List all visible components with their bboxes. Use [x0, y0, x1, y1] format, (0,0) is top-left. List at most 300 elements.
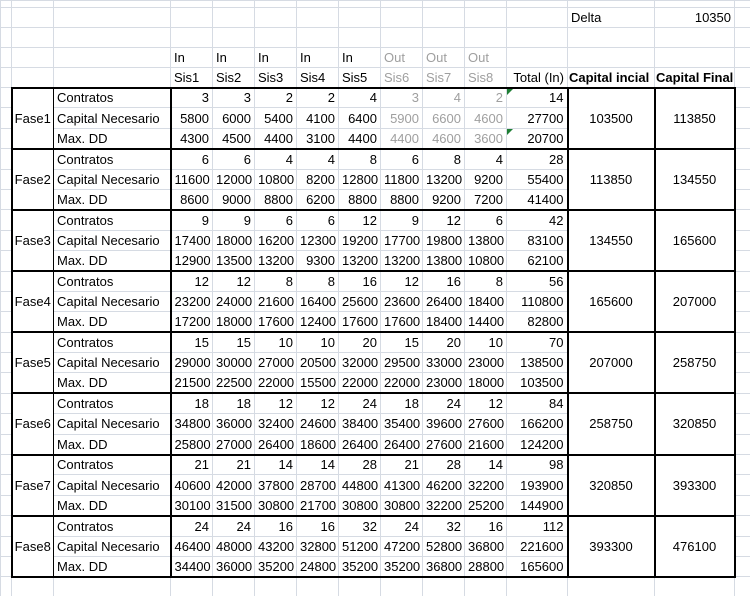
- capital-inicial-cell[interactable]: 165600: [568, 271, 655, 332]
- grid-cell: [507, 48, 568, 68]
- value-cell[interactable]: 24: [171, 516, 213, 536]
- grid-cell: [507, 28, 568, 48]
- capital-initial-header[interactable]: Capital incial: [568, 68, 655, 88]
- capital-final-cell[interactable]: 393300: [655, 455, 735, 516]
- value-cell[interactable]: 12900: [171, 251, 213, 271]
- value-cell[interactable]: 10800: [465, 251, 507, 271]
- value-cell[interactable]: 8: [255, 271, 297, 291]
- value-cell[interactable]: 18: [171, 393, 213, 413]
- total-cell[interactable]: 14: [507, 88, 568, 108]
- grid-cell: [1, 414, 12, 434]
- capital-final-cell[interactable]: 258750: [655, 332, 735, 393]
- value-cell[interactable]: 14: [255, 455, 297, 475]
- grid-cell: [735, 414, 750, 434]
- value-cell[interactable]: 18: [213, 393, 255, 413]
- value-cell[interactable]: 6600: [423, 108, 465, 128]
- value-cell[interactable]: 21600: [465, 434, 507, 454]
- row-label[interactable]: Max. DD: [54, 434, 171, 454]
- delta-value-cell[interactable]: 10350: [655, 8, 735, 28]
- value-cell[interactable]: 27600: [465, 414, 507, 434]
- value-cell[interactable]: 12: [171, 271, 213, 291]
- value-cell[interactable]: 3: [213, 88, 255, 108]
- value-cell[interactable]: 23200: [171, 291, 213, 311]
- value-cell[interactable]: 16: [339, 271, 381, 291]
- system-header[interactable]: Sis5: [339, 68, 381, 88]
- capital-inicial-cell[interactable]: 393300: [568, 516, 655, 577]
- total-cell[interactable]: 82800: [507, 312, 568, 332]
- row-label[interactable]: Max. DD: [54, 373, 171, 393]
- value-cell[interactable]: 22500: [213, 373, 255, 393]
- grid-cell: [297, 577, 339, 596]
- total-cell[interactable]: 138500: [507, 353, 568, 373]
- value-cell[interactable]: 8800: [339, 189, 381, 209]
- row-label[interactable]: Contratos: [54, 88, 171, 108]
- value-cell[interactable]: 18000: [465, 373, 507, 393]
- value-cell[interactable]: 33000: [423, 353, 465, 373]
- value-cell[interactable]: 16: [255, 516, 297, 536]
- value-cell[interactable]: 12: [255, 393, 297, 413]
- value-cell[interactable]: 10: [255, 332, 297, 352]
- total-cell[interactable]: 42: [507, 210, 568, 230]
- value-cell[interactable]: 51200: [339, 536, 381, 556]
- total-cell[interactable]: 62100: [507, 251, 568, 271]
- value-cell[interactable]: 42000: [213, 475, 255, 495]
- value-cell[interactable]: 8: [423, 149, 465, 169]
- grid-cell: [297, 28, 339, 48]
- row-label[interactable]: Contratos: [54, 149, 171, 169]
- value-cell[interactable]: 36800: [465, 536, 507, 556]
- total-cell[interactable]: 70: [507, 332, 568, 352]
- value-cell[interactable]: 34800: [171, 414, 213, 434]
- value-cell[interactable]: 26400: [423, 291, 465, 311]
- direction-header[interactable]: In: [171, 48, 213, 68]
- value-cell[interactable]: 18000: [213, 230, 255, 250]
- row-label[interactable]: Contratos: [54, 332, 171, 352]
- value-cell[interactable]: 24: [423, 393, 465, 413]
- value-cell[interactable]: 18000: [213, 312, 255, 332]
- total-cell[interactable]: 98: [507, 455, 568, 475]
- value-cell[interactable]: 14: [465, 455, 507, 475]
- fase-label[interactable]: Fase6: [12, 393, 54, 454]
- row-label[interactable]: Max. DD: [54, 251, 171, 271]
- grid-cell: [1, 8, 12, 28]
- total-cell[interactable]: 165600: [507, 556, 568, 576]
- value-cell[interactable]: 21: [171, 455, 213, 475]
- value-cell[interactable]: 23600: [381, 291, 423, 311]
- fase-label[interactable]: Fase4: [12, 271, 54, 332]
- value-cell[interactable]: 29500: [381, 353, 423, 373]
- value-cell[interactable]: 16200: [255, 230, 297, 250]
- row-label[interactable]: Capital Necesario: [54, 414, 171, 434]
- value-cell[interactable]: 16: [423, 271, 465, 291]
- value-cell[interactable]: 44800: [339, 475, 381, 495]
- value-cell[interactable]: 24600: [297, 414, 339, 434]
- value-cell[interactable]: 9200: [465, 169, 507, 189]
- value-cell[interactable]: 15: [213, 332, 255, 352]
- value-cell[interactable]: 18600: [297, 434, 339, 454]
- capital-inicial-cell[interactable]: 258750: [568, 393, 655, 454]
- value-cell[interactable]: 27600: [423, 434, 465, 454]
- value-cell[interactable]: 21600: [255, 291, 297, 311]
- grid-cell: [735, 189, 750, 209]
- value-cell[interactable]: 21700: [297, 495, 339, 515]
- total-cell[interactable]: 20700: [507, 128, 568, 148]
- value-cell[interactable]: 28800: [465, 556, 507, 576]
- value-cell[interactable]: 32: [339, 516, 381, 536]
- value-cell[interactable]: 24: [339, 393, 381, 413]
- value-cell[interactable]: 18: [381, 393, 423, 413]
- fase-label[interactable]: Fase5: [12, 332, 54, 393]
- value-cell[interactable]: 19800: [423, 230, 465, 250]
- capital-final-header[interactable]: Capital Final: [655, 68, 735, 88]
- row-label[interactable]: Capital Necesario: [54, 475, 171, 495]
- value-cell[interactable]: 36000: [213, 556, 255, 576]
- value-cell[interactable]: 20: [339, 332, 381, 352]
- direction-header[interactable]: In: [255, 48, 297, 68]
- value-cell[interactable]: 11800: [381, 169, 423, 189]
- value-cell[interactable]: 13200: [255, 251, 297, 271]
- fase-label[interactable]: Fase8: [12, 516, 54, 577]
- grid-cell: [54, 68, 171, 88]
- total-cell[interactable]: 56: [507, 271, 568, 291]
- value-cell[interactable]: 43200: [255, 536, 297, 556]
- value-cell[interactable]: 32800: [297, 536, 339, 556]
- value-cell[interactable]: 35400: [381, 414, 423, 434]
- value-cell[interactable]: 23000: [465, 353, 507, 373]
- value-cell[interactable]: 16: [465, 516, 507, 536]
- total-cell[interactable]: 84: [507, 393, 568, 413]
- capital-inicial-cell[interactable]: 134550: [568, 210, 655, 271]
- row-label[interactable]: Capital Necesario: [54, 169, 171, 189]
- value-cell[interactable]: 6: [213, 149, 255, 169]
- value-cell[interactable]: 4: [339, 88, 381, 108]
- fase-label[interactable]: Fase1: [12, 88, 54, 149]
- value-cell[interactable]: 36000: [213, 414, 255, 434]
- value-cell[interactable]: 14400: [465, 312, 507, 332]
- value-cell[interactable]: 4: [465, 149, 507, 169]
- grid-row: [1, 28, 750, 48]
- row-label[interactable]: Contratos: [54, 516, 171, 536]
- value-cell[interactable]: 22000: [381, 373, 423, 393]
- value-cell[interactable]: 19200: [339, 230, 381, 250]
- value-cell[interactable]: 12000: [213, 169, 255, 189]
- value-cell[interactable]: 6000: [213, 108, 255, 128]
- value-cell[interactable]: 25800: [171, 434, 213, 454]
- value-cell[interactable]: 26400: [339, 434, 381, 454]
- capital-inicial-cell[interactable]: 103500: [568, 88, 655, 149]
- value-cell[interactable]: 12: [423, 210, 465, 230]
- value-cell[interactable]: 15500: [297, 373, 339, 393]
- value-cell[interactable]: 4: [297, 149, 339, 169]
- capital-final-cell[interactable]: 476100: [655, 516, 735, 577]
- value-cell[interactable]: 8800: [255, 189, 297, 209]
- value-cell[interactable]: 4600: [465, 108, 507, 128]
- value-cell[interactable]: 9: [381, 210, 423, 230]
- system-header[interactable]: Sis8: [465, 68, 507, 88]
- value-cell[interactable]: 46400: [171, 536, 213, 556]
- value-cell[interactable]: 24: [381, 516, 423, 536]
- value-cell[interactable]: 30800: [255, 495, 297, 515]
- value-cell[interactable]: 20: [423, 332, 465, 352]
- value-cell[interactable]: 17600: [381, 312, 423, 332]
- value-cell[interactable]: 24800: [297, 556, 339, 576]
- direction-header[interactable]: In: [297, 48, 339, 68]
- value-cell[interactable]: 9000: [213, 189, 255, 209]
- value-cell[interactable]: 8800: [381, 189, 423, 209]
- value-cell[interactable]: 17600: [255, 312, 297, 332]
- value-cell[interactable]: 6: [297, 210, 339, 230]
- value-cell[interactable]: 31500: [213, 495, 255, 515]
- value-cell[interactable]: 11600: [171, 169, 213, 189]
- value-cell[interactable]: 5900: [381, 108, 423, 128]
- value-cell[interactable]: 12: [381, 271, 423, 291]
- value-cell[interactable]: 4: [423, 88, 465, 108]
- system-header[interactable]: Sis3: [255, 68, 297, 88]
- capital-final-cell[interactable]: 134550: [655, 149, 735, 210]
- value-cell[interactable]: 17200: [171, 312, 213, 332]
- value-cell[interactable]: 5800: [171, 108, 213, 128]
- value-cell[interactable]: 22000: [255, 373, 297, 393]
- value-cell[interactable]: 36800: [423, 556, 465, 576]
- value-cell[interactable]: 30800: [381, 495, 423, 515]
- fase-label[interactable]: Fase7: [12, 455, 54, 516]
- total-cell[interactable]: 112: [507, 516, 568, 536]
- value-cell[interactable]: 2: [255, 88, 297, 108]
- value-cell[interactable]: 10: [465, 332, 507, 352]
- value-cell[interactable]: 7200: [465, 189, 507, 209]
- value-cell[interactable]: 9200: [423, 189, 465, 209]
- value-cell[interactable]: 4400: [339, 128, 381, 148]
- value-cell[interactable]: 24000: [213, 291, 255, 311]
- value-cell[interactable]: 13200: [339, 251, 381, 271]
- value-cell[interactable]: 12: [465, 393, 507, 413]
- value-cell[interactable]: 8: [465, 271, 507, 291]
- total-cell[interactable]: 83100: [507, 230, 568, 250]
- capital-inicial-cell[interactable]: 113850: [568, 149, 655, 210]
- value-cell[interactable]: 6: [465, 210, 507, 230]
- value-cell[interactable]: 35200: [255, 556, 297, 576]
- value-cell[interactable]: 13200: [423, 169, 465, 189]
- fase-row: [1, 271, 750, 291]
- value-cell[interactable]: 32000: [339, 353, 381, 373]
- grid-cell: [1, 577, 12, 596]
- total-cell[interactable]: 28: [507, 149, 568, 169]
- row-label[interactable]: Max. DD: [54, 495, 171, 515]
- row-label[interactable]: Capital Necesario: [54, 230, 171, 250]
- system-header[interactable]: Sis7: [423, 68, 465, 88]
- direction-header[interactable]: In: [339, 48, 381, 68]
- row-label[interactable]: Max. DD: [54, 556, 171, 576]
- value-cell[interactable]: 4600: [423, 128, 465, 148]
- value-cell[interactable]: 3600: [465, 128, 507, 148]
- system-header[interactable]: Sis1: [171, 68, 213, 88]
- value-cell[interactable]: 21500: [171, 373, 213, 393]
- value-cell[interactable]: 30100: [171, 495, 213, 515]
- value-cell[interactable]: 9: [171, 210, 213, 230]
- direction-header[interactable]: Out: [465, 48, 507, 68]
- row-label[interactable]: Contratos: [54, 455, 171, 475]
- value-cell[interactable]: 22000: [339, 373, 381, 393]
- value-cell[interactable]: 27000: [255, 353, 297, 373]
- value-cell[interactable]: 37800: [255, 475, 297, 495]
- value-cell[interactable]: 2: [297, 88, 339, 108]
- value-cell[interactable]: 9300: [297, 251, 339, 271]
- capital-final-cell[interactable]: 207000: [655, 271, 735, 332]
- value-cell[interactable]: 46200: [423, 475, 465, 495]
- value-cell[interactable]: 2: [465, 88, 507, 108]
- grid-cell: [12, 1, 54, 8]
- capital-inicial-cell[interactable]: 320850: [568, 455, 655, 516]
- total-cell[interactable]: 144900: [507, 495, 568, 515]
- value-cell[interactable]: 12800: [339, 169, 381, 189]
- direction-header[interactable]: In: [213, 48, 255, 68]
- value-cell[interactable]: 6: [381, 149, 423, 169]
- value-cell[interactable]: 9: [213, 210, 255, 230]
- capital-final-cell[interactable]: 165600: [655, 210, 735, 271]
- value-cell[interactable]: 8: [297, 271, 339, 291]
- value-cell[interactable]: 38400: [339, 414, 381, 434]
- value-cell[interactable]: 6400: [339, 108, 381, 128]
- value-cell[interactable]: 13800: [465, 230, 507, 250]
- row-label[interactable]: Contratos: [54, 210, 171, 230]
- value-cell[interactable]: 12: [213, 271, 255, 291]
- direction-header[interactable]: Out: [423, 48, 465, 68]
- value-cell[interactable]: 24: [213, 516, 255, 536]
- total-cell[interactable]: 27700: [507, 108, 568, 128]
- value-cell[interactable]: 28: [339, 455, 381, 475]
- fase-label[interactable]: Fase2: [12, 149, 54, 210]
- total-cell[interactable]: 221600: [507, 536, 568, 556]
- value-cell[interactable]: 26400: [381, 434, 423, 454]
- total-cell[interactable]: 110800: [507, 291, 568, 311]
- value-cell[interactable]: 28700: [297, 475, 339, 495]
- value-cell[interactable]: 15: [381, 332, 423, 352]
- value-cell[interactable]: 4400: [381, 128, 423, 148]
- value-cell[interactable]: 3: [381, 88, 423, 108]
- value-cell[interactable]: 13500: [213, 251, 255, 271]
- value-cell[interactable]: 18400: [465, 291, 507, 311]
- total-cell[interactable]: 55400: [507, 169, 568, 189]
- value-cell[interactable]: 32400: [255, 414, 297, 434]
- value-cell[interactable]: 4400: [255, 128, 297, 148]
- value-cell[interactable]: 39600: [423, 414, 465, 434]
- value-cell[interactable]: 16: [297, 516, 339, 536]
- value-cell[interactable]: 28: [423, 455, 465, 475]
- row-label[interactable]: Capital Necesario: [54, 353, 171, 373]
- value-cell[interactable]: 41300: [381, 475, 423, 495]
- value-cell[interactable]: 34400: [171, 556, 213, 576]
- value-cell[interactable]: 4100: [297, 108, 339, 128]
- value-cell[interactable]: 12400: [297, 312, 339, 332]
- value-cell[interactable]: 27000: [213, 434, 255, 454]
- value-cell[interactable]: 48000: [213, 536, 255, 556]
- value-cell[interactable]: 12: [297, 393, 339, 413]
- value-cell[interactable]: 12: [339, 210, 381, 230]
- row-label[interactable]: Capital Necesario: [54, 108, 171, 128]
- value-cell[interactable]: 4300: [171, 128, 213, 148]
- value-cell[interactable]: 4: [255, 149, 297, 169]
- capital-inicial-cell[interactable]: 207000: [568, 332, 655, 393]
- grid-cell: [1, 475, 12, 495]
- system-header-row: [1, 68, 750, 88]
- row-label[interactable]: Contratos: [54, 271, 171, 291]
- value-cell[interactable]: 14: [297, 455, 339, 475]
- value-cell[interactable]: 32: [423, 516, 465, 536]
- value-cell[interactable]: 25600: [339, 291, 381, 311]
- value-cell[interactable]: 8: [339, 149, 381, 169]
- value-cell[interactable]: 26400: [255, 434, 297, 454]
- value-cell[interactable]: 8200: [297, 169, 339, 189]
- total-cell[interactable]: 41400: [507, 189, 568, 209]
- value-cell[interactable]: 20500: [297, 353, 339, 373]
- row-label[interactable]: Capital Necesario: [54, 291, 171, 311]
- value-cell[interactable]: 18400: [423, 312, 465, 332]
- row-label[interactable]: Capital Necesario: [54, 536, 171, 556]
- value-cell[interactable]: 6200: [297, 189, 339, 209]
- total-cell[interactable]: 193900: [507, 475, 568, 495]
- system-header[interactable]: Sis6: [381, 68, 423, 88]
- value-cell[interactable]: 17700: [381, 230, 423, 250]
- value-cell[interactable]: 47200: [381, 536, 423, 556]
- value-cell[interactable]: 5400: [255, 108, 297, 128]
- value-cell[interactable]: 13200: [381, 251, 423, 271]
- direction-header[interactable]: Out: [381, 48, 423, 68]
- value-cell[interactable]: 25200: [465, 495, 507, 515]
- value-cell[interactable]: 21: [213, 455, 255, 475]
- value-cell[interactable]: 13800: [423, 251, 465, 271]
- value-cell[interactable]: 6: [171, 149, 213, 169]
- system-header[interactable]: Sis4: [297, 68, 339, 88]
- value-cell[interactable]: 35200: [381, 556, 423, 576]
- fase-label[interactable]: Fase3: [12, 210, 54, 271]
- value-cell[interactable]: 8600: [171, 189, 213, 209]
- value-cell[interactable]: 10: [297, 332, 339, 352]
- value-cell[interactable]: 12300: [297, 230, 339, 250]
- value-cell[interactable]: 17600: [339, 312, 381, 332]
- capital-final-cell[interactable]: 320850: [655, 393, 735, 454]
- total-header[interactable]: Total (In): [507, 68, 568, 88]
- value-cell[interactable]: 17400: [171, 230, 213, 250]
- system-header[interactable]: Sis2: [213, 68, 255, 88]
- value-cell[interactable]: 35200: [339, 556, 381, 576]
- total-cell[interactable]: 124200: [507, 434, 568, 454]
- row-label[interactable]: Contratos: [54, 393, 171, 413]
- row-label[interactable]: Max. DD: [54, 312, 171, 332]
- value-cell[interactable]: 23000: [423, 373, 465, 393]
- value-cell[interactable]: 29000: [171, 353, 213, 373]
- row-label[interactable]: Max. DD: [54, 189, 171, 209]
- value-cell[interactable]: 32200: [423, 495, 465, 515]
- value-cell[interactable]: 16400: [297, 291, 339, 311]
- value-cell[interactable]: 32200: [465, 475, 507, 495]
- value-cell[interactable]: 40600: [171, 475, 213, 495]
- delta-label-cell[interactable]: Delta: [568, 8, 655, 28]
- row-label[interactable]: Max. DD: [54, 128, 171, 148]
- capital-final-cell[interactable]: 113850: [655, 88, 735, 149]
- value-cell[interactable]: 3: [171, 88, 213, 108]
- value-cell[interactable]: 21: [381, 455, 423, 475]
- total-cell[interactable]: 103500: [507, 373, 568, 393]
- value-cell[interactable]: 3100: [297, 128, 339, 148]
- total-cell[interactable]: 166200: [507, 414, 568, 434]
- value-cell[interactable]: 30800: [339, 495, 381, 515]
- value-cell[interactable]: 6: [255, 210, 297, 230]
- value-cell[interactable]: 15: [171, 332, 213, 352]
- value-cell[interactable]: 10800: [255, 169, 297, 189]
- value-cell[interactable]: 52800: [423, 536, 465, 556]
- value-cell[interactable]: 30000: [213, 353, 255, 373]
- value-cell[interactable]: 4500: [213, 128, 255, 148]
